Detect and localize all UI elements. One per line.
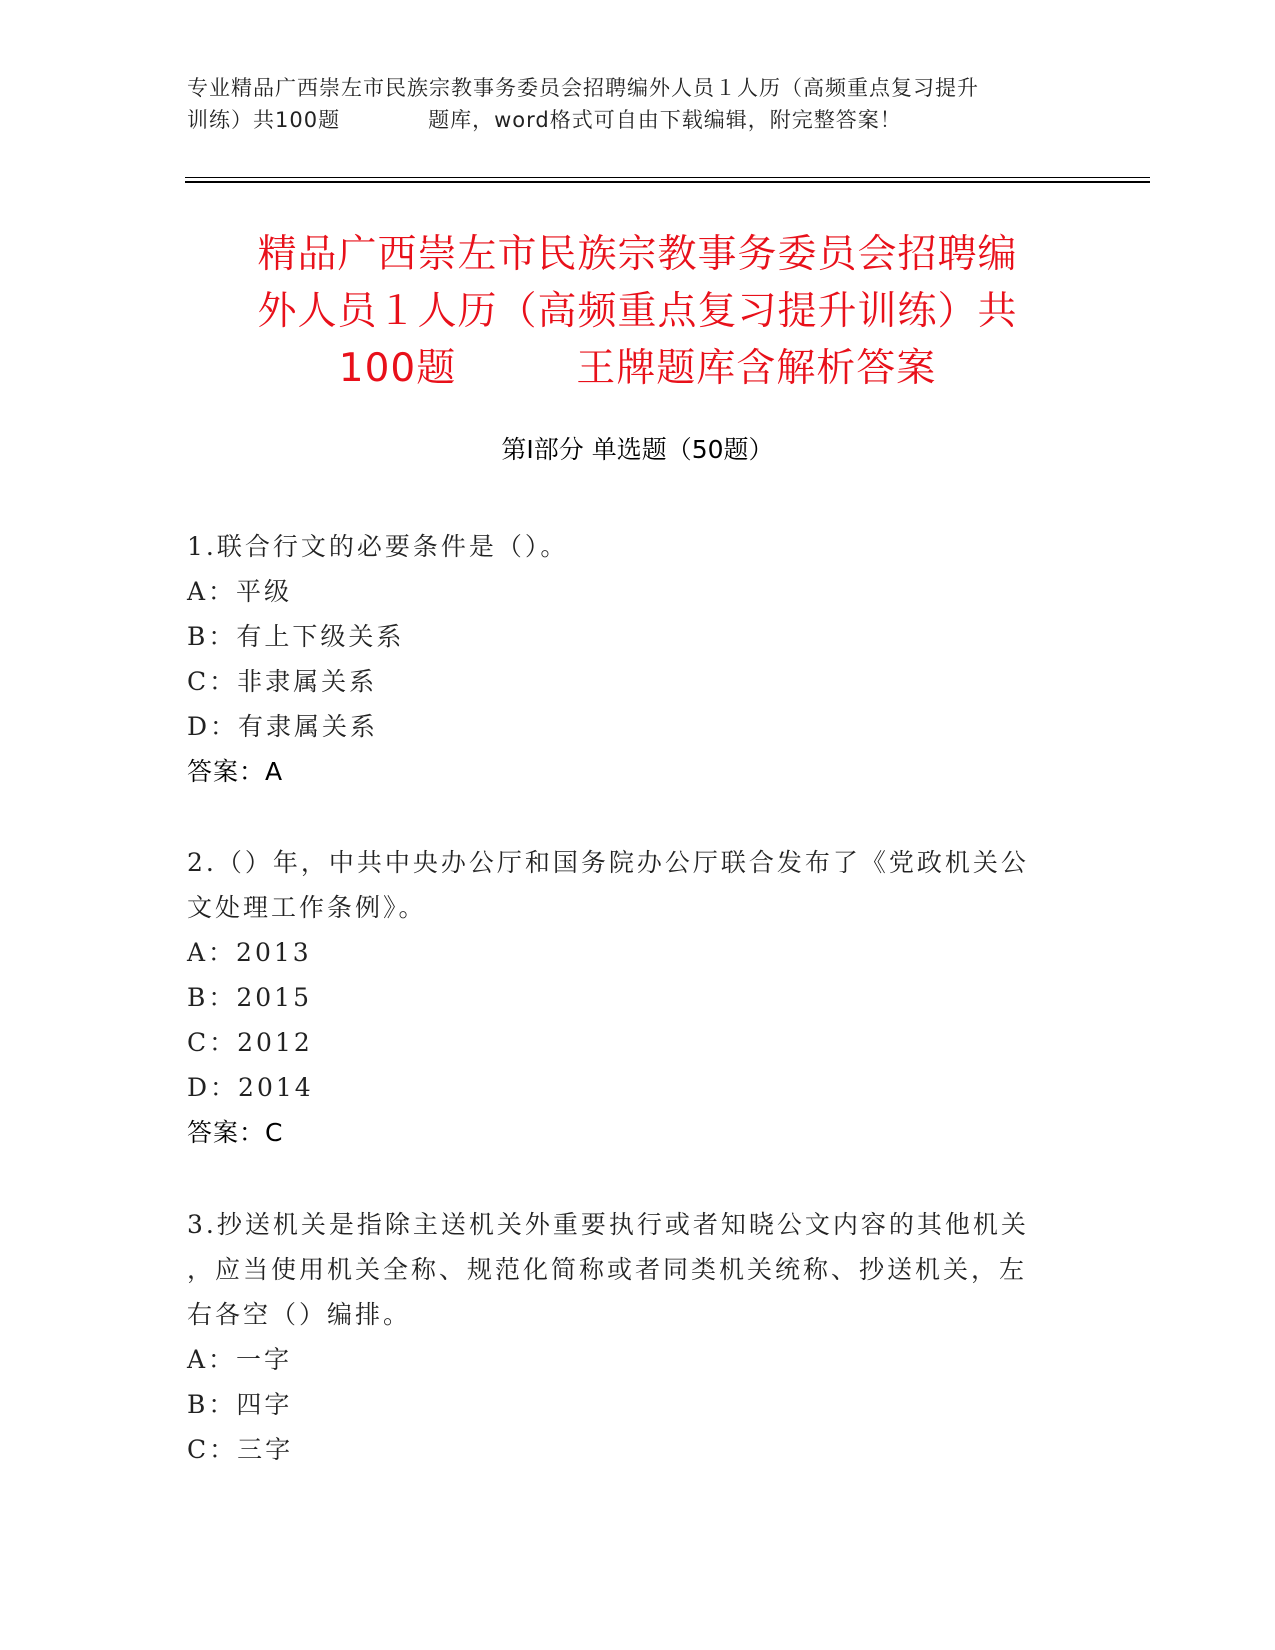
- option-b: B：2015: [187, 983, 312, 1012]
- question-1: [187, 524, 1087, 794]
- header-divider-thin: [185, 177, 1150, 178]
- title-line-3: 100题 王牌题库含解析答案: [338, 346, 937, 391]
- question-3: [187, 1202, 1087, 1472]
- answer: 答案：A: [187, 757, 284, 786]
- question-text: 2.（）年，中共中央办公厅和国务院办公厅联合发布了《党政机关公: [187, 848, 1029, 877]
- question-text: 1.联合行文的必要条件是（）。: [187, 532, 569, 561]
- section-title: 第Ⅰ部分 单选题（50题）: [501, 435, 774, 464]
- header-line-1: 专业精品广西崇左市民族宗教事务委员会招聘编外人员１人历（高频重点复习提升: [187, 76, 979, 100]
- header-divider-thick: [185, 181, 1150, 183]
- title-line-2: 外人员１人历（高频重点复习提升训练）共: [257, 289, 1018, 334]
- option-c: C：三字: [187, 1435, 294, 1464]
- option-c: C：非隶属关系: [187, 667, 378, 696]
- page-header: [187, 72, 1087, 136]
- option-d: D：有隶属关系: [187, 712, 379, 741]
- header-line-2: 训练）共100题 题库，word格式可自由下载编辑，附完整答案！: [187, 108, 902, 132]
- question-text: ，应当使用机关全称、规范化简称或者同类机关统称、抄送机关，左: [187, 1255, 1028, 1284]
- question-text: 右各空（）编排。: [187, 1300, 412, 1329]
- option-b: B：四字: [187, 1390, 293, 1419]
- option-b: B：有上下级关系: [187, 622, 405, 651]
- document-title: [150, 226, 1125, 397]
- answer: 答案：C: [187, 1118, 284, 1147]
- option-a: A：平级: [187, 577, 293, 606]
- option-a: A：2013: [187, 938, 312, 967]
- option-c: C：2012: [187, 1028, 313, 1057]
- title-line-1: 精品广西崇左市民族宗教事务委员会招聘编: [257, 232, 1018, 277]
- option-a: A：一字: [187, 1345, 293, 1374]
- question-2: [187, 840, 1087, 1155]
- question-text: 文处理工作条例》。: [187, 893, 427, 922]
- question-text: 3.抄送机关是指除主送机关外重要执行或者知晓公文内容的其他机关: [187, 1210, 1029, 1239]
- option-d: D：2014: [187, 1073, 314, 1102]
